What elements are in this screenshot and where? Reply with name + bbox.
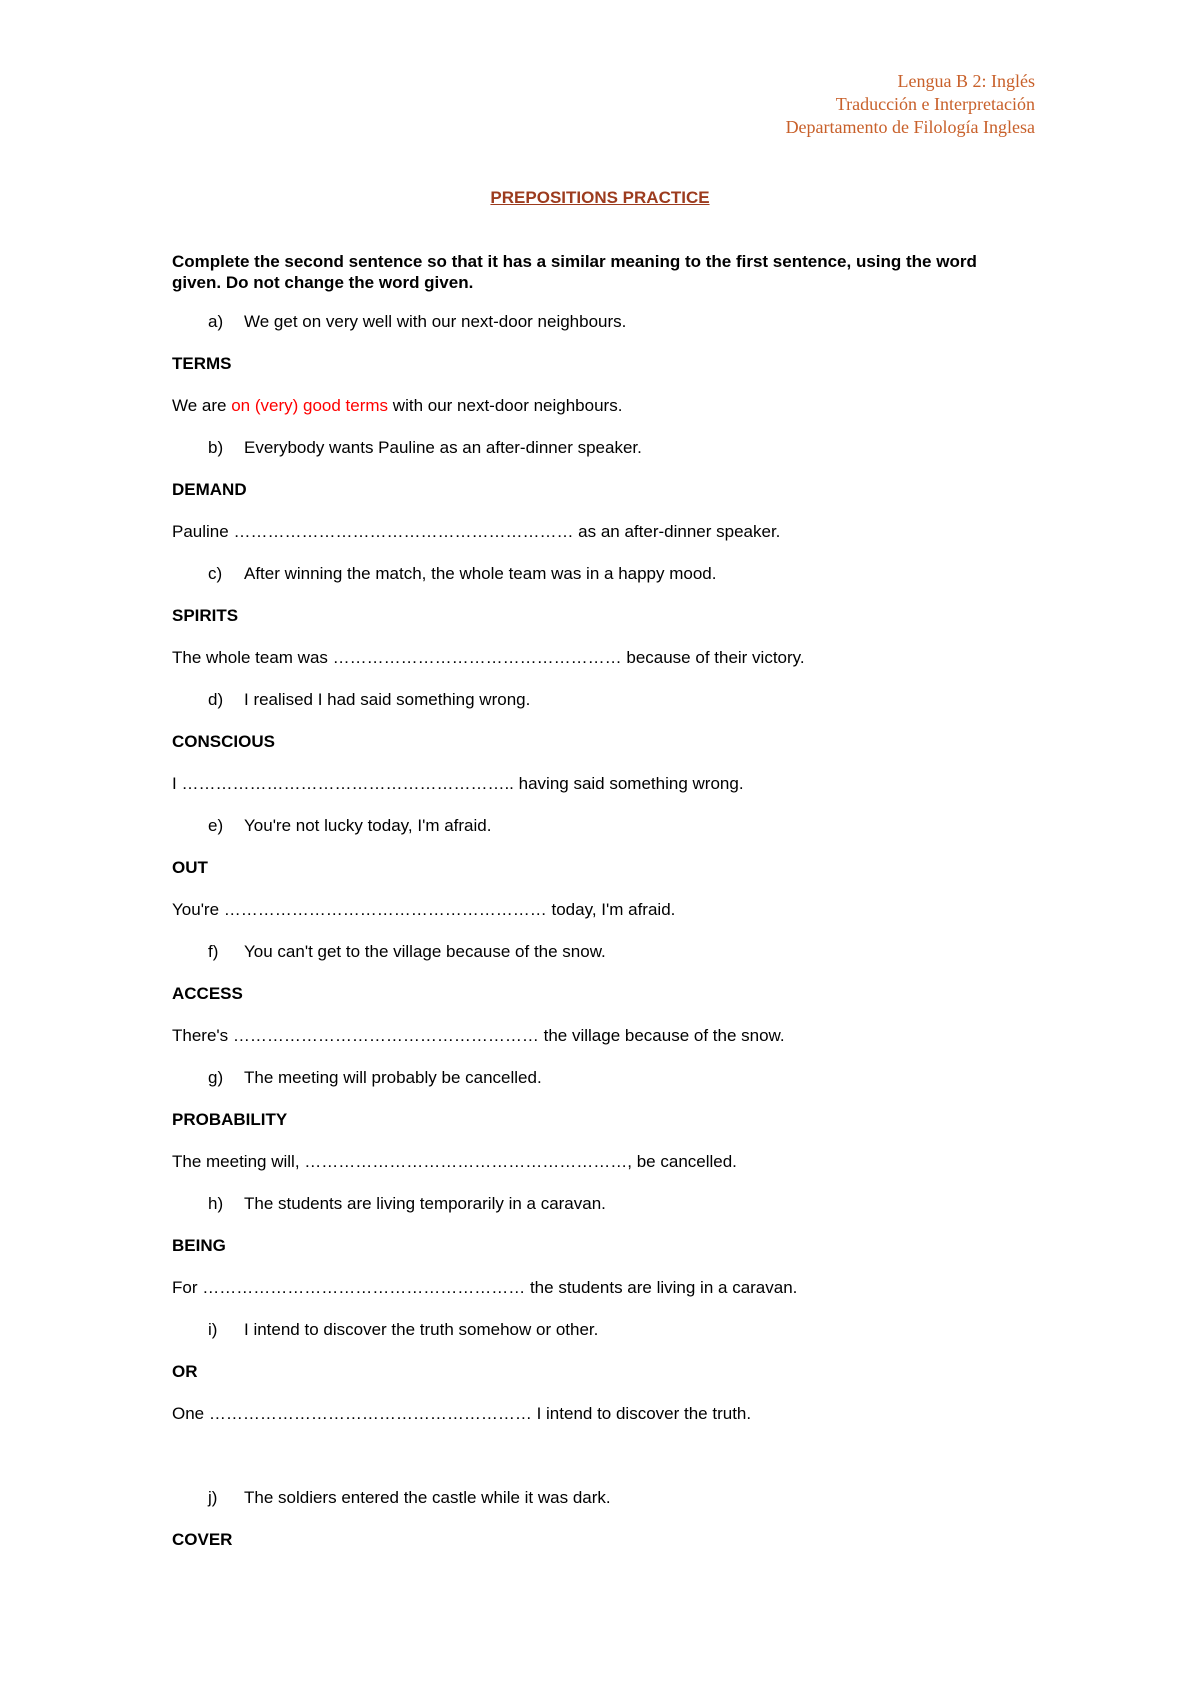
rewrite-sentence bbox=[172, 900, 1052, 942]
header-department: Departamento de Filología Inglesa bbox=[785, 117, 1035, 137]
question-line bbox=[172, 1194, 1052, 1236]
rewrite-start: For bbox=[172, 1278, 203, 1297]
question-line bbox=[172, 1320, 1052, 1362]
keyword-word: ACCESS bbox=[172, 984, 243, 1003]
rewrite-blank: …………………………………………… bbox=[332, 648, 622, 667]
rewrite-start: We are bbox=[172, 396, 232, 415]
keyword-word: TERMS bbox=[172, 354, 232, 373]
page-title: PREPOSITIONS PRACTICE bbox=[490, 188, 710, 207]
document-header bbox=[786, 70, 1035, 139]
question-line bbox=[172, 438, 1052, 480]
rewrite-start: You're bbox=[172, 900, 224, 919]
rewrite-sentence bbox=[172, 396, 1052, 438]
rewrite-start: There's bbox=[172, 1026, 233, 1045]
rewrite-blank: ……………………………………………… bbox=[232, 1026, 539, 1045]
rewrite-sentence bbox=[172, 522, 1052, 564]
rewrite-sentence bbox=[172, 774, 1052, 816]
question-line bbox=[172, 1488, 1052, 1530]
rewrite-end: the village because of the snow. bbox=[538, 1026, 785, 1045]
question-sentence: The meeting will probably be cancelled. bbox=[244, 1068, 542, 1087]
spacer bbox=[172, 1446, 1052, 1488]
question-sentence: The students are living temporarily in a caravan. bbox=[244, 1194, 606, 1213]
exercise-list bbox=[172, 312, 1052, 1572]
header-course: Lengua B 2: Inglés bbox=[897, 71, 1035, 91]
question-sentence: The soldiers entered the castle while it was dark. bbox=[244, 1488, 611, 1507]
rewrite-sentence bbox=[172, 648, 1052, 690]
question-sentence: We get on very well with our next-door neighbours. bbox=[244, 312, 627, 331]
question-sentence: Everybody wants Pauline as an after-dinner speaker. bbox=[244, 438, 642, 457]
question-line bbox=[172, 564, 1052, 606]
question-letter: b) bbox=[208, 438, 224, 457]
question-sentence: After winning the match, the whole team was in a happy mood. bbox=[244, 564, 717, 583]
rewrite-blank: ………………………………………………… bbox=[304, 1152, 628, 1171]
question-letter: g) bbox=[208, 1068, 224, 1087]
rewrite-end: , be cancelled. bbox=[627, 1152, 737, 1171]
question-line bbox=[172, 690, 1052, 732]
rewrite-start: The whole team was bbox=[172, 648, 333, 667]
question-sentence: You're not lucky today, I'm afraid. bbox=[244, 816, 492, 835]
rewrite-blank: ………………………………………………… bbox=[202, 1278, 526, 1297]
keyword-word: DEMAND bbox=[172, 480, 247, 499]
keyword-word: OR bbox=[172, 1362, 198, 1381]
question-line bbox=[172, 942, 1052, 984]
keyword-word: CONSCIOUS bbox=[172, 732, 275, 751]
keyword-word: PROBABILITY bbox=[172, 1110, 288, 1129]
rewrite-sentence bbox=[172, 1152, 1052, 1194]
rewrite-start: The meeting will, bbox=[172, 1152, 305, 1171]
rewrite-end: today, I'm afraid. bbox=[546, 900, 676, 919]
keyword-word: BEING bbox=[172, 1236, 226, 1255]
instructions: Complete the second sentence so that it has a similar meaning to the first sentence, using the word given. Do not change the word given. bbox=[172, 252, 977, 292]
rewrite-blank: ………………………………………………….. bbox=[181, 774, 514, 793]
rewrite-answer: on (very) good terms bbox=[231, 396, 389, 415]
question-letter: f) bbox=[208, 942, 219, 961]
question-letter: j) bbox=[208, 1488, 218, 1507]
rewrite-end: the students are living in a caravan. bbox=[525, 1278, 798, 1297]
rewrite-end: because of their victory. bbox=[621, 648, 805, 667]
rewrite-end: with our next-door neighbours. bbox=[388, 396, 623, 415]
question-letter: d) bbox=[208, 690, 224, 709]
question-line bbox=[172, 1068, 1052, 1110]
rewrite-start: One bbox=[172, 1404, 209, 1423]
question-sentence: I intend to discover the truth somehow or other. bbox=[244, 1320, 599, 1339]
rewrite-end: having said something wrong. bbox=[513, 774, 744, 793]
question-letter: i) bbox=[208, 1320, 218, 1339]
rewrite-blank: …………………………………………………… bbox=[233, 522, 574, 541]
rewrite-sentence bbox=[172, 1278, 1052, 1320]
question-line bbox=[172, 816, 1052, 858]
question-letter: e) bbox=[208, 816, 224, 835]
question-line bbox=[172, 312, 1052, 354]
question-sentence: You can't get to the village because of the snow. bbox=[244, 942, 606, 961]
question-letter: a) bbox=[208, 312, 224, 331]
keyword-word: COVER bbox=[172, 1530, 233, 1549]
rewrite-blank: ………………………………………………… bbox=[223, 900, 547, 919]
question-letter: c) bbox=[208, 564, 223, 583]
keyword-word: OUT bbox=[172, 858, 208, 877]
rewrite-end: as an after-dinner speaker. bbox=[573, 522, 781, 541]
rewrite-sentence bbox=[172, 1026, 1052, 1068]
rewrite-start: I bbox=[172, 774, 182, 793]
question-letter: h) bbox=[208, 1194, 224, 1213]
rewrite-sentence bbox=[172, 1404, 1052, 1446]
header-degree: Traducción e Interpretación bbox=[835, 94, 1035, 114]
rewrite-start: Pauline bbox=[172, 522, 234, 541]
rewrite-blank: ………………………………………………… bbox=[208, 1404, 532, 1423]
keyword-word: SPIRITS bbox=[172, 606, 239, 625]
question-sentence: I realised I had said something wrong. bbox=[244, 690, 531, 709]
rewrite-end: I intend to discover the truth. bbox=[531, 1404, 752, 1423]
